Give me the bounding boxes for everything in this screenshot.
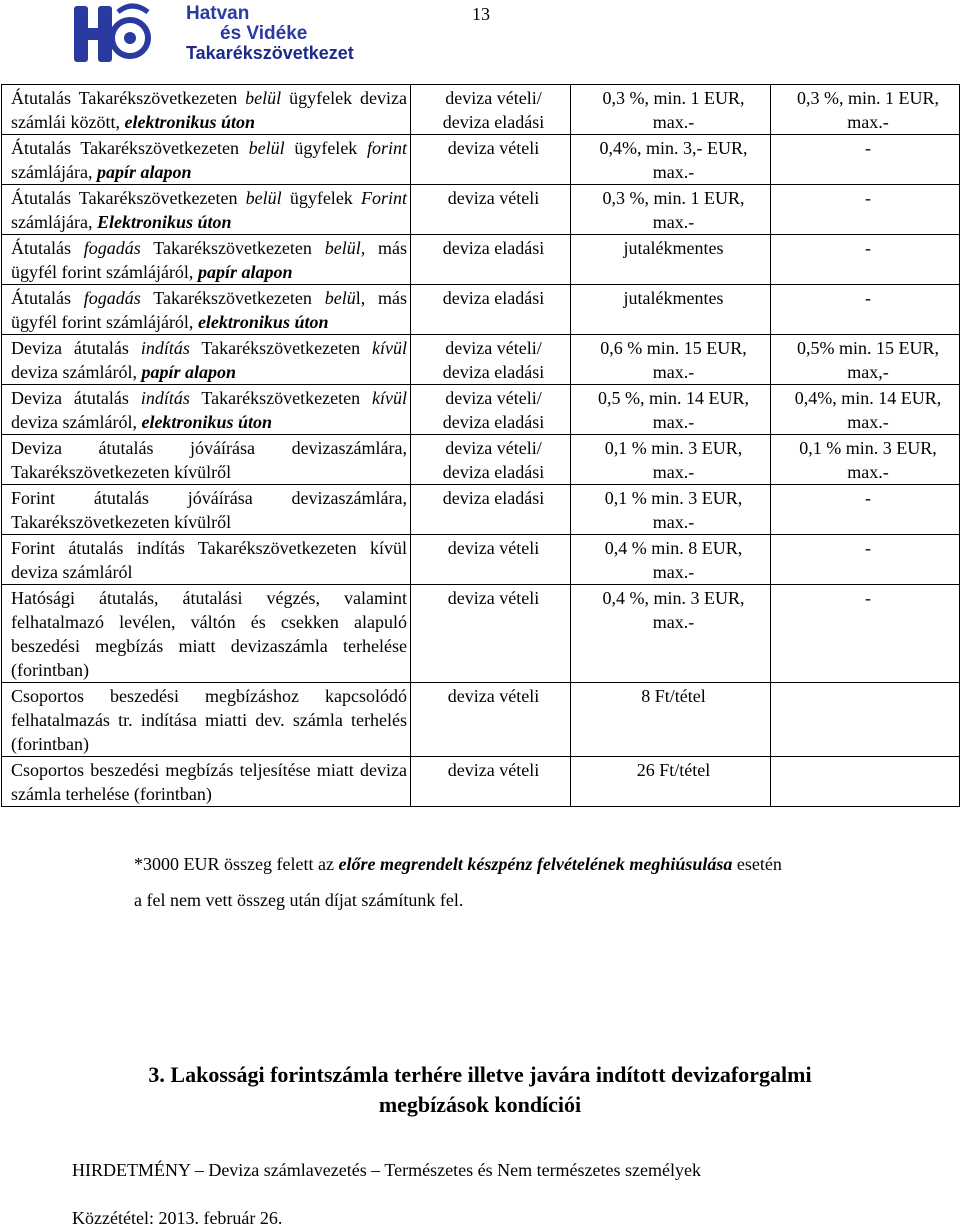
description-segment: fogadás — [83, 288, 141, 308]
row-description — [2, 485, 411, 535]
footnote-emphasis: előre megrendelt készpénz felvételének meghiúsulása — [338, 854, 733, 874]
fee-rate-line: 0,1 % min. 3 EUR, — [604, 488, 743, 508]
fee-rate-electronic — [771, 683, 960, 757]
fee-rate — [571, 385, 771, 435]
transaction-type — [411, 535, 571, 585]
transaction-type — [411, 683, 571, 757]
fee-rate-electronic-line: 0,5% min. 15 EUR, — [797, 338, 939, 358]
row-description — [2, 85, 411, 135]
fee-rate-electronic-line: - — [865, 588, 871, 608]
fee-rate-line: max.- — [652, 362, 695, 382]
fee-rate-electronic — [771, 135, 960, 185]
fee-rate-electronic-line: - — [865, 538, 871, 558]
description-segment: belül — [245, 88, 282, 108]
fee-rate-line: 0,4 %, min. 3 EUR, — [602, 588, 745, 608]
row-description — [2, 135, 411, 185]
footnote-suffix: esetén — [732, 854, 782, 874]
fee-rate-line: 0,3 %, min. 1 EUR, — [602, 188, 745, 208]
fee-rate — [571, 683, 771, 757]
description-segment: más ügyfél forint számlájáról, — [11, 238, 407, 282]
fee-rate-line: 0,5 %, min. 14 EUR, — [598, 388, 749, 408]
fee-rate-electronic-line: - — [865, 288, 871, 308]
transaction-type-line: deviza vételi/ — [445, 338, 542, 358]
description-segment: Forint — [360, 188, 407, 208]
description-segment: Deviza átutalás jóváírása devizaszámlára, Takarékszövetkezeten kívülről — [11, 438, 407, 482]
logo-emblem-icon — [72, 2, 192, 68]
fee-rate — [571, 235, 771, 285]
section-heading — [0, 1060, 960, 1120]
description-segment: Csoportos beszedési megbízáshoz kapcsolódó felhatalmazás tr. indítása miatti dev. számla terhelés (forintban) — [11, 686, 407, 754]
table-row — [2, 335, 960, 385]
fee-rate-line: max.- — [652, 212, 695, 232]
fee-rate-electronic-line: max.- — [847, 412, 889, 432]
description-segment: ügyfelek deviza számlái között, — [11, 88, 407, 132]
table-row — [2, 385, 960, 435]
transaction-type-line: deviza eladási — [442, 412, 545, 432]
fee-rate — [571, 185, 771, 235]
table-row — [2, 135, 960, 185]
description-segment: Takarékszövetkezeten — [140, 288, 325, 308]
fee-rate-electronic-line: 0,1 % min. 3 EUR, — [799, 438, 937, 458]
fee-rate-line: max.- — [652, 412, 695, 432]
fee-rate-electronic — [771, 335, 960, 385]
description-segment: ügyfelek — [281, 188, 361, 208]
transaction-type-line: deviza eladási — [442, 238, 545, 258]
description-segment: belü — [324, 288, 356, 308]
description-segment: Deviza átutalás — [11, 388, 141, 408]
transaction-type-line: deviza vételi — [447, 538, 540, 558]
logo-text — [186, 2, 354, 62]
table-row — [2, 485, 960, 535]
table-row — [2, 757, 960, 807]
transaction-type-line: deviza eladási — [442, 488, 545, 508]
table-row — [2, 185, 960, 235]
description-segment: Forint átutalás jóváírása devizaszámlára, Takarékszövetkezeten kívülről — [11, 488, 407, 532]
transaction-type — [411, 135, 571, 185]
fee-rate-line: 0,4%, min. 3,- EUR, — [599, 138, 748, 158]
transaction-type — [411, 235, 571, 285]
fee-rate-electronic-line: max,- — [847, 362, 889, 382]
fee-rate-electronic — [771, 385, 960, 435]
transaction-type-line: deviza vételi — [447, 588, 540, 608]
description-segment: Deviza átutalás — [11, 338, 141, 358]
description-segment: Hatósági átutalás, átutalási végzés, valamint felhatalmazó levélen, váltón és csekken alapuló beszedési megbízás miatt devizaszámla terhelése (forintban) — [11, 588, 407, 680]
table-row — [2, 435, 960, 485]
description-segment: számlájára, — [11, 212, 97, 232]
fee-rate-electronic-line: max.- — [847, 112, 889, 132]
fee-rate-electronic — [771, 285, 960, 335]
table-row — [2, 285, 960, 335]
description-segment: Elektronikus úton — [96, 212, 232, 232]
fee-rate-electronic — [771, 85, 960, 135]
fee-rate-electronic-line: max.- — [847, 462, 889, 482]
transaction-type — [411, 435, 571, 485]
description-segment: Átutalás Takarékszövetkezeten — [11, 138, 249, 158]
transaction-type-line: deviza vételi/ — [445, 388, 542, 408]
row-description — [2, 683, 411, 757]
fee-table — [1, 84, 960, 807]
description-segment: fogadás — [83, 238, 141, 258]
transaction-type-line: deviza vételi/ — [445, 438, 542, 458]
fee-rate — [571, 335, 771, 385]
footnote — [134, 852, 782, 876]
fee-rate-electronic-line: - — [865, 238, 871, 258]
section-heading-line-2: megbízások kondíciói — [378, 1092, 582, 1117]
fee-rate-electronic-line: - — [865, 138, 871, 158]
transaction-type-line: deviza vételi — [447, 686, 540, 706]
fee-rate — [571, 135, 771, 185]
table-row — [2, 535, 960, 585]
description-segment: Átutalás — [11, 238, 84, 258]
description-segment: belül — [245, 188, 282, 208]
fee-rate-electronic — [771, 585, 960, 683]
fee-rate-line: jutalékmentes — [623, 288, 724, 308]
row-description — [2, 435, 411, 485]
row-description — [2, 757, 411, 807]
fee-rate-line: 0,1 % min. 3 EUR, — [604, 438, 743, 458]
transaction-type-line: deviza eladási — [442, 288, 545, 308]
fee-rate-line: jutalékmentes — [623, 238, 724, 258]
fee-rate-line: max.- — [652, 512, 695, 532]
description-segment: indítás — [140, 388, 190, 408]
footnote-prefix: *3000 EUR összeg felett az — [134, 854, 339, 874]
transaction-type — [411, 757, 571, 807]
section-heading-line-1: 3. Lakossági forintszámla terhére illetve javára indított devizaforgalmi — [148, 1062, 812, 1087]
fee-rate-electronic-line: - — [865, 488, 871, 508]
fee-rate — [571, 757, 771, 807]
description-segment: számlájára, — [11, 162, 97, 182]
description-segment: Takarékszövetkezeten — [189, 388, 373, 408]
fee-rate — [571, 585, 771, 683]
description-segment: indítás — [140, 338, 190, 358]
fee-rate-electronic — [771, 485, 960, 535]
fee-rate — [571, 535, 771, 585]
description-segment: deviza számláról, — [11, 412, 142, 432]
fee-rate-line: max.- — [652, 162, 695, 182]
description-segment: Átutalás — [11, 288, 84, 308]
description-segment: elektronikus úton — [141, 412, 272, 432]
fee-rate — [571, 285, 771, 335]
row-description — [2, 585, 411, 683]
description-segment: ügyfelek — [284, 138, 367, 158]
logo-line-3: Takarékszövetkezet — [186, 43, 354, 63]
description-segment: Forint átutalás indítás Takarékszövetkezeten kívül deviza számláról — [11, 538, 407, 582]
transaction-type-line: deviza eladási — [442, 462, 545, 482]
transaction-type — [411, 185, 571, 235]
transaction-type-line: deviza vételi — [447, 188, 540, 208]
fee-table-body — [2, 85, 960, 807]
footer-date: Közzététel: 2013. február 26. — [72, 1208, 283, 1228]
table-row — [2, 235, 960, 285]
description-segment: belül — [248, 138, 285, 158]
description-segment: Átutalás Takarékszövetkezeten — [11, 88, 246, 108]
description-segment: kívül — [372, 338, 407, 358]
description-segment: l, más ügyfél forint számlájáról, — [11, 288, 407, 332]
fee-rate-electronic — [771, 757, 960, 807]
table-row — [2, 85, 960, 135]
transaction-type-line: deviza eladási — [442, 112, 545, 132]
transaction-type — [411, 285, 571, 335]
description-segment: papír alapon — [197, 262, 293, 282]
description-segment: Átutalás Takarékszövetkezeten — [11, 188, 246, 208]
row-description — [2, 535, 411, 585]
transaction-type — [411, 485, 571, 535]
transaction-type-line: deviza vételi — [447, 760, 540, 780]
logo-line-1: Hatvan — [186, 3, 250, 24]
fee-rate-electronic — [771, 235, 960, 285]
table-row — [2, 683, 960, 757]
transaction-type-line: deviza eladási — [442, 362, 545, 382]
fee-rate-electronic — [771, 435, 960, 485]
description-segment: Csoportos beszedési megbízás teljesítése miatt deviza számla terhelése (forintban) — [11, 760, 407, 804]
description-segment: Takarékszövetkezeten — [189, 338, 373, 358]
description-segment: Takarékszövetkezeten — [140, 238, 325, 258]
fee-rate-electronic — [771, 185, 960, 235]
description-segment: papír alapon — [141, 362, 236, 382]
fee-rate-line: 8 Ft/tétel — [641, 686, 706, 706]
fee-rate-line: max.- — [652, 462, 695, 482]
fee-rate-electronic-line: 0,3 %, min. 1 EUR, — [797, 88, 939, 108]
description-segment: forint — [366, 138, 407, 158]
fee-rate-electronic-line: - — [865, 188, 871, 208]
transaction-type — [411, 585, 571, 683]
transaction-type — [411, 335, 571, 385]
fee-rate — [571, 85, 771, 135]
fee-rate-line: max.- — [652, 612, 695, 632]
row-description — [2, 185, 411, 235]
fee-rate-line: max.- — [652, 562, 695, 582]
row-description — [2, 235, 411, 285]
description-segment: kívül — [372, 388, 407, 408]
fee-rate-line: max.- — [652, 112, 695, 132]
fee-rate-line: 0,4 % min. 8 EUR, — [604, 538, 743, 558]
fee-rate — [571, 435, 771, 485]
footer-title: HIRDETMÉNY – Deviza számlavezetés – Természetes és Nem természetes személyek — [72, 1160, 701, 1180]
fee-rate-line: 0,3 %, min. 1 EUR, — [602, 88, 745, 108]
footnote-line-2: a fel nem vett összeg után díjat számítunk fel. — [134, 890, 464, 910]
transaction-type-line: deviza vételi/ — [445, 88, 542, 108]
row-description — [2, 385, 411, 435]
fee-rate — [571, 485, 771, 535]
fee-rate-electronic-line: 0,4%, min. 14 EUR, — [794, 388, 942, 408]
table-row — [2, 585, 960, 683]
logo — [72, 2, 354, 68]
fee-rate-line: 0,6 % min. 15 EUR, — [600, 338, 747, 358]
description-segment: elektronikus úton — [124, 112, 256, 132]
fee-rate-line: 26 Ft/tétel — [636, 760, 711, 780]
page-number: 13 — [472, 4, 490, 24]
transaction-type-line: deviza vételi — [447, 138, 540, 158]
row-description — [2, 285, 411, 335]
row-description — [2, 335, 411, 385]
transaction-type — [411, 385, 571, 435]
description-segment: papír alapon — [96, 162, 192, 182]
logo-line-2: és Vidéke — [220, 23, 308, 44]
transaction-type — [411, 85, 571, 135]
description-segment: deviza számláról, — [11, 362, 142, 382]
fee-rate-electronic — [771, 535, 960, 585]
description-segment: elektronikus úton — [197, 312, 329, 332]
description-segment: belül, — [324, 238, 366, 258]
